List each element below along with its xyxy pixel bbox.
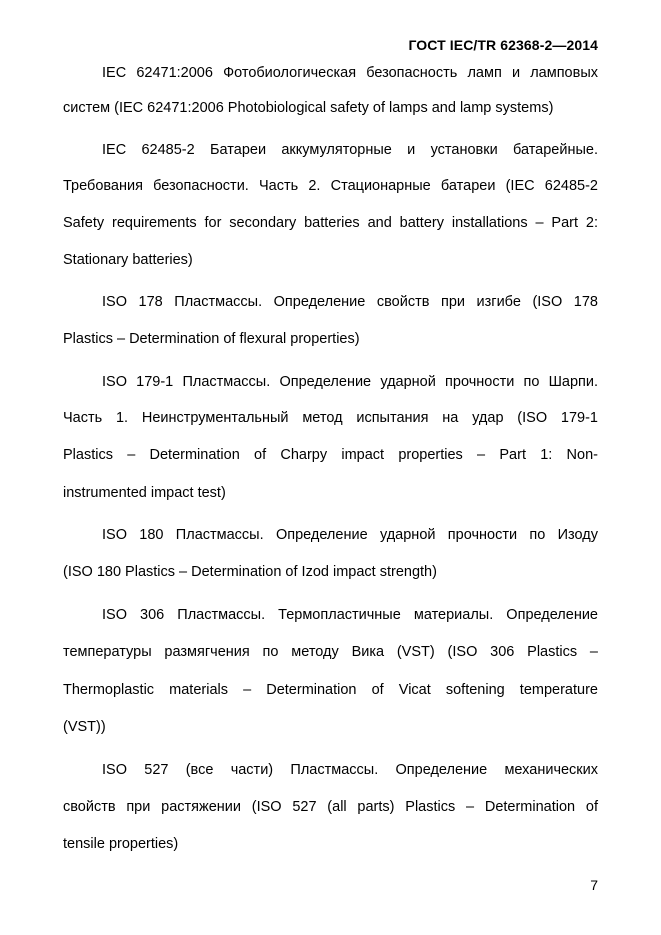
text-line: (VST)) bbox=[63, 719, 106, 735]
text-line: Safety requirements for secondary batteries and battery installations – Part 2: bbox=[63, 215, 598, 231]
text-line: IEC 62485-2 Батареи аккумуляторные и установки батарейные. bbox=[102, 142, 598, 158]
page-number: 7 bbox=[590, 877, 598, 893]
text-line: ISO 306 Пластмассы. Термопластичные материалы. Определение bbox=[102, 607, 598, 623]
text-line: Plastics – Determination of Charpy impact properties – Part 1: Non- bbox=[63, 447, 598, 463]
text-line: ISO 179-1 Пластмассы. Определение ударной прочности по Шарпи. bbox=[102, 374, 598, 390]
text-line: Требования безопасности. Часть 2. Стационарные батареи (IEC 62485-2 bbox=[63, 178, 598, 194]
text-line: IEC 62471:2006 Фотобиологическая безопасность ламп и ламповых bbox=[102, 65, 598, 81]
text-line: tensile properties) bbox=[63, 836, 179, 852]
text-line: ISO 180 Пластмассы. Определение ударной прочности по Изоду bbox=[102, 527, 598, 543]
text-line: (ISO 180 Plastics – Determination of Izod impact strength) bbox=[63, 564, 437, 580]
text-line: температуры размягчения по методу Вика (VST) (ISO 306 Plastics – bbox=[63, 644, 598, 660]
text-line: ISO 527 (все части) Пластмассы. Определение механических bbox=[102, 762, 598, 778]
text-line: ISO 178 Пластмассы. Определение свойств при изгибе (ISO 178 bbox=[102, 294, 598, 310]
text-line: Часть 1. Неинструментальный метод испытания на удар (ISO 179-1 bbox=[63, 410, 598, 426]
text-line: Plastics – Determination of flexural properties) bbox=[63, 331, 360, 347]
text-line: Stationary batteries) bbox=[63, 252, 193, 268]
text-line: систем (IEC 62471:2006 Photobiological safety of lamps and lamp systems) bbox=[63, 100, 554, 116]
text-line: Thermoplastic materials – Determination of Vicat softening temperature bbox=[63, 682, 598, 698]
document-code-header: ГОСТ IEC/TR 62368-2—2014 bbox=[408, 37, 598, 53]
text-line: instrumented impact test) bbox=[63, 485, 226, 501]
text-line: свойств при растяжении (ISO 527 (all parts) Plastics – Determination of bbox=[63, 799, 598, 815]
